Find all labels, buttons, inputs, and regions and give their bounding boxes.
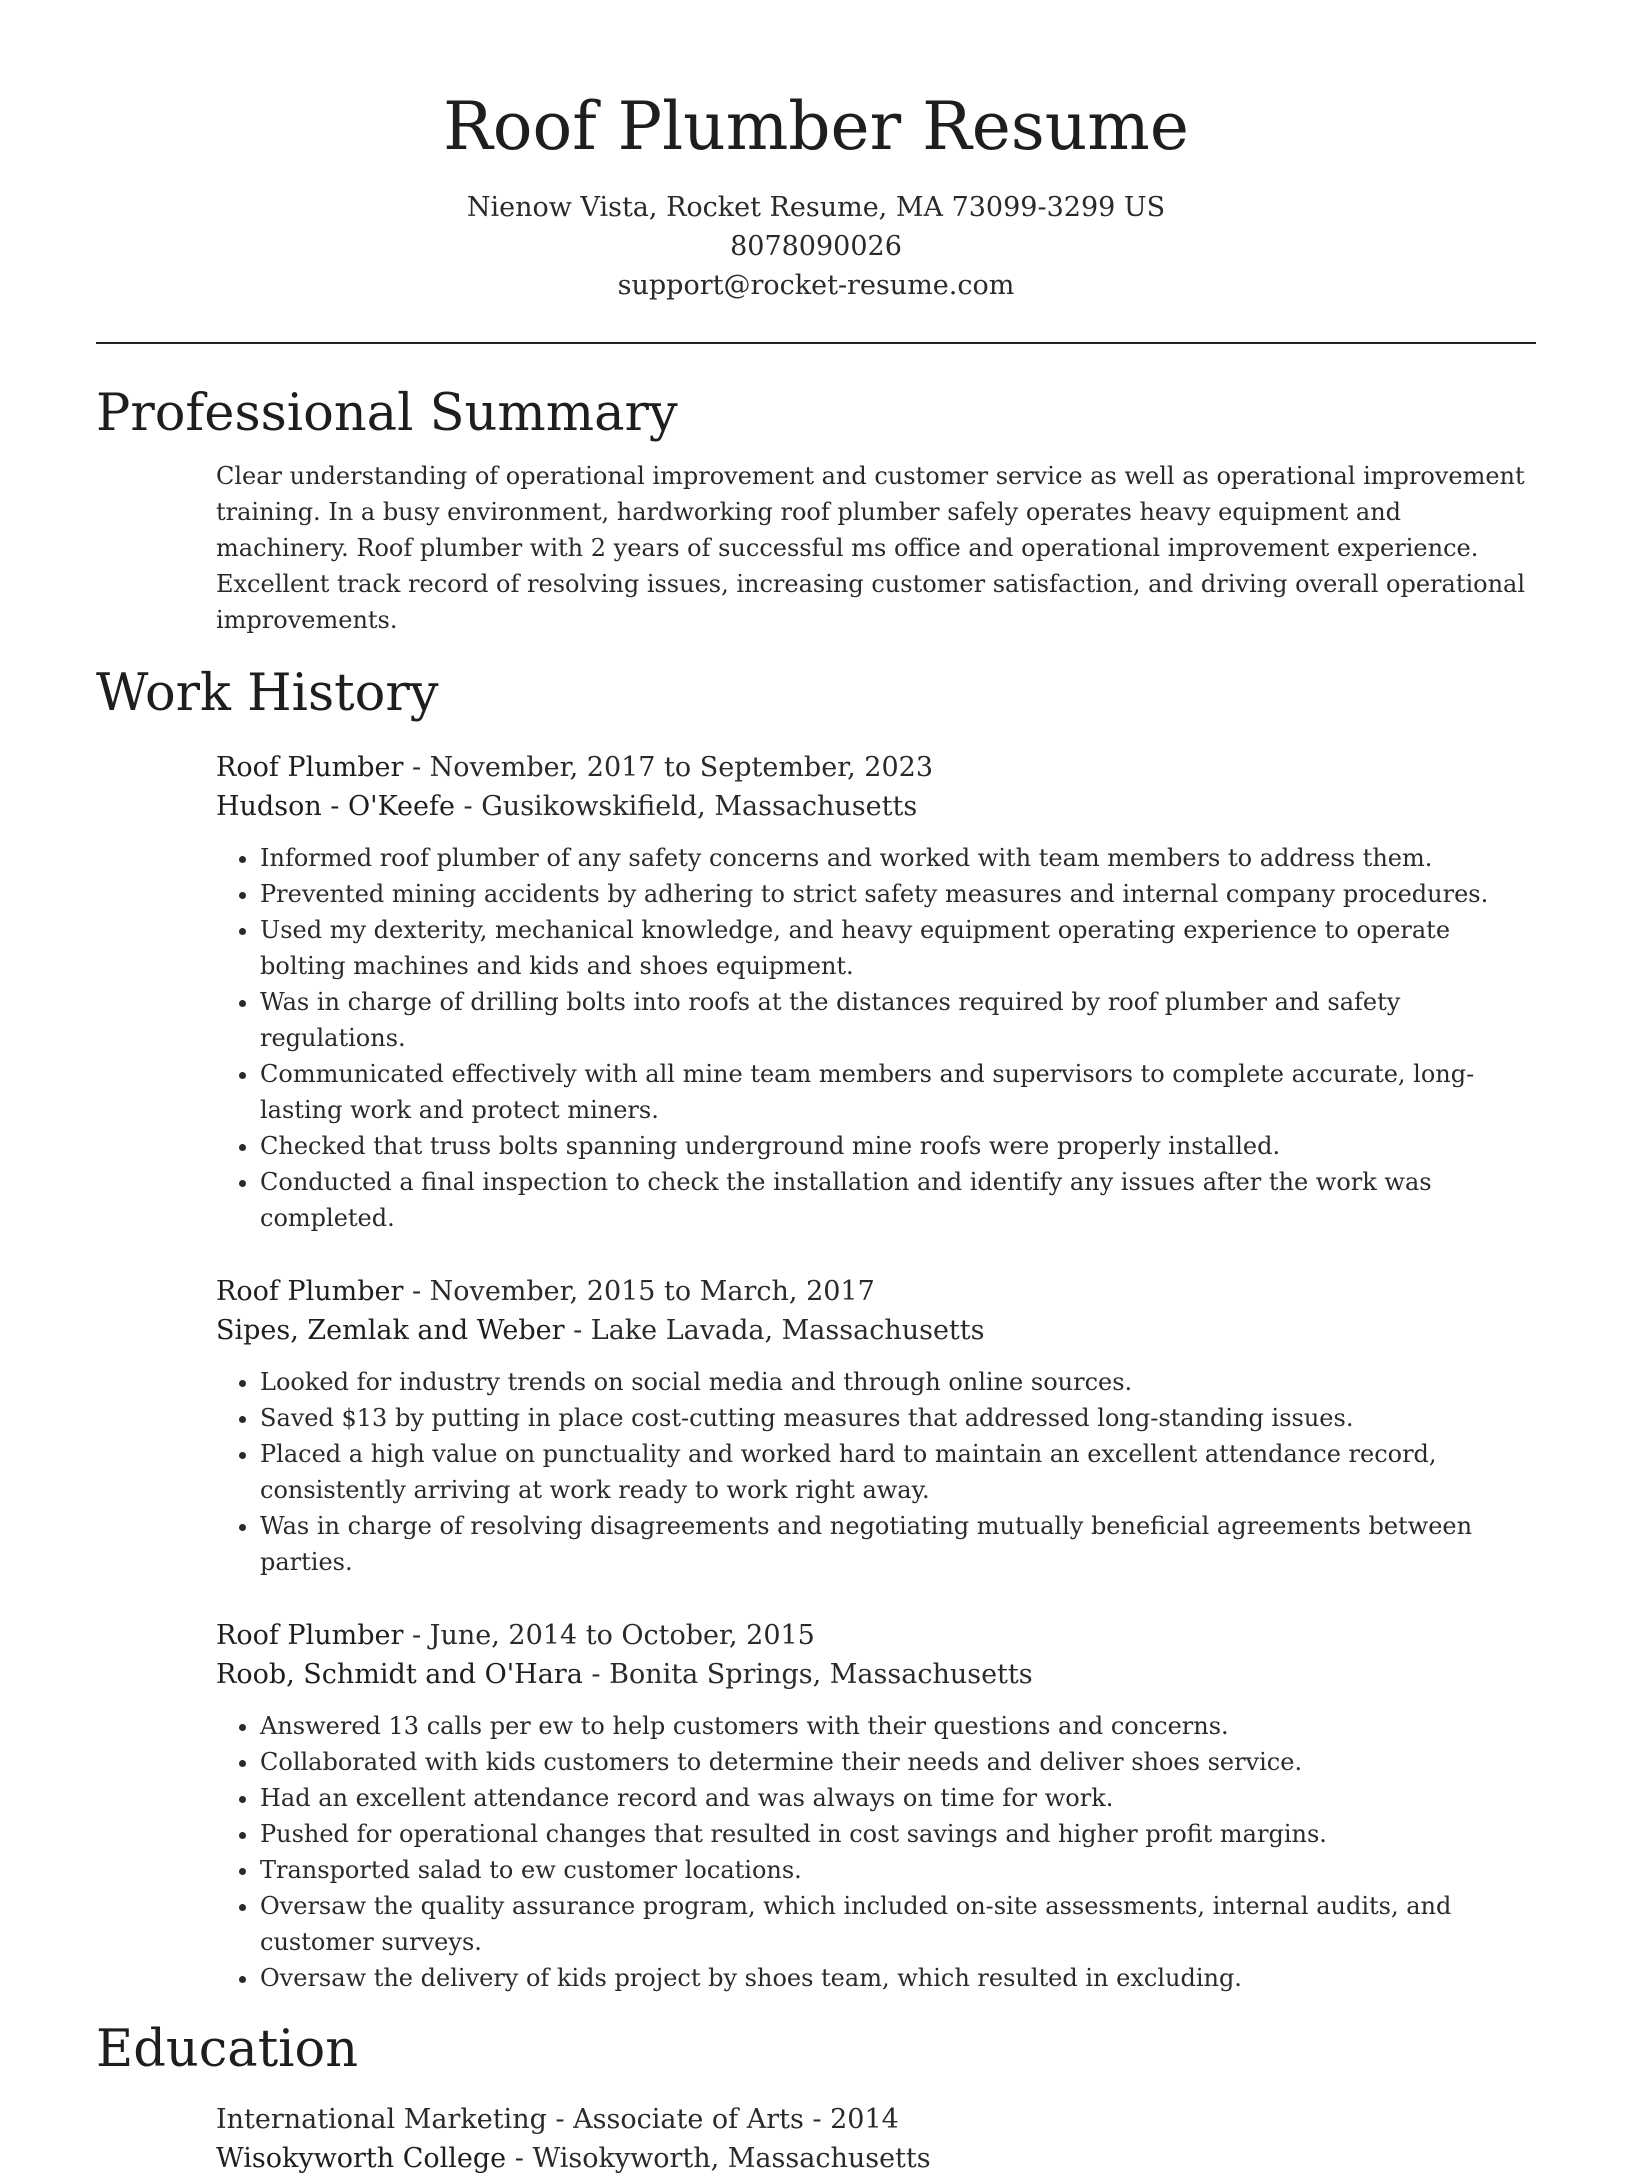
job-bullet: • Communicated effectively with all mine team members and supervisors to complete accurate, long-lasting work and protect miners. <box>260 1056 1536 1128</box>
job-company: Hudson - O'Keefe <box>216 791 455 822</box>
header-divider <box>96 342 1536 344</box>
job-position-line <box>216 748 1536 787</box>
job-location: - Lake Lavada, Massachusetts <box>564 1315 985 1346</box>
resume-page <box>96 0 1536 2178</box>
section-title-education: Education <box>96 2020 359 2079</box>
job-bullet: • Conducted a final inspection to check the installation and identify any issues after the work was completed. <box>260 1164 1536 1236</box>
resume-title: Roof Plumber Resume <box>443 88 1189 165</box>
job-company-line <box>216 1311 1536 1350</box>
section-title-work-history: Work History <box>96 664 439 723</box>
job-bullet: • Pushed for operational changes that resulted in cost savings and higher profit margins. <box>260 1816 1536 1852</box>
job-bullets <box>216 1364 1536 1580</box>
job-bullet: • Collaborated with kids customers to determine their needs and deliver shoes service. <box>260 1744 1536 1780</box>
education-school: Wisokyworth College <box>216 2143 507 2174</box>
job-dates: - November, 2017 to September, 2023 <box>403 752 934 783</box>
job-bullet: • Used my dexterity, mechanical knowledge, and heavy equipment operating experience to operate bolting machines and kids and shoes equipment. <box>260 912 1536 984</box>
job-entry <box>216 1272 1536 1580</box>
job-bullet: • Oversaw the quality assurance program, which included on-site assessments, internal audits, and customer surveys. <box>260 1888 1536 1960</box>
job-bullet: • Answered 13 calls per ew to help customers with their questions and concerns. <box>260 1708 1536 1744</box>
contact-block <box>96 188 1536 305</box>
job-position: Roof Plumber <box>216 1620 404 1651</box>
job-bullet: • Oversaw the delivery of kids project by shoes team, which resulted in excluding. <box>260 1960 1536 1996</box>
job-entry <box>216 1616 1536 1996</box>
job-position-line <box>216 1272 1536 1311</box>
contact-address: Nienow Vista, Rocket Resume, MA 73099-3299 US <box>466 192 1166 223</box>
job-dates: - June, 2014 to October, 2015 <box>403 1620 815 1651</box>
job-dates: - November, 2015 to March, 2017 <box>403 1276 875 1307</box>
job-bullet: • Was in charge of drilling bolts into roofs at the distances required by roof plumber and safety regulations. <box>260 984 1536 1056</box>
job-bullet: • Saved $13 by putting in place cost-cutting measures that addressed long-standing issues. <box>260 1400 1536 1436</box>
job-company-line <box>216 1655 1536 1694</box>
job-position: Roof Plumber <box>216 752 404 783</box>
job-bullet: • Checked that truss bolts spanning underground mine roofs were properly installed. <box>260 1128 1536 1164</box>
job-bullet: • Looked for industry trends on social media and through online sources. <box>260 1364 1536 1400</box>
job-bullets <box>216 1708 1536 1996</box>
education-school-line <box>216 2139 1536 2178</box>
job-company: Roob, Schmidt and O'Hara <box>216 1659 583 1690</box>
job-position: Roof Plumber <box>216 1276 404 1307</box>
job-location: - Bonita Springs, Massachusetts <box>582 1659 1033 1690</box>
job-bullet: • Placed a high value on punctuality and worked hard to maintain an excellent attendance record, consistently arriving at work ready to work right away. <box>260 1436 1536 1508</box>
job-bullet: • Was in charge of resolving disagreements and negotiating mutually beneficial agreements between parties. <box>260 1508 1536 1580</box>
job-bullet: • Had an excellent attendance record and was always on time for work. <box>260 1780 1536 1816</box>
section-title-summary: Professional Summary <box>96 384 678 443</box>
resume-header <box>96 0 1536 305</box>
job-company-line <box>216 787 1536 826</box>
contact-phone: 8078090026 <box>730 231 902 262</box>
job-company: Sipes, Zemlak and Weber <box>216 1315 565 1346</box>
job-bullet: • Prevented mining accidents by adhering to strict safety measures and internal company procedures. <box>260 876 1536 912</box>
education-degree-line: International Marketing - Associate of Arts - 2014 <box>216 2104 899 2135</box>
job-position-line <box>216 1616 1536 1655</box>
job-entry <box>216 748 1536 1236</box>
summary-text: Clear understanding of operational improvement and customer service as well as operational improvement training. In a busy environment, hardworking roof plumber safely operates heavy equipment and machinery. Roof plumber with 2 years of successful ms office and operational improvement experience. Excellent track record of resolving issues, increasing customer satisfaction, and driving overall operational improvements. <box>216 462 1526 634</box>
contact-email: support@rocket-resume.com <box>617 270 1015 301</box>
job-location: - Gusikowskifield, Massachusetts <box>454 791 918 822</box>
education-location: - Wisokyworth, Massachusetts <box>506 2143 931 2174</box>
job-bullet: • Informed roof plumber of any safety concerns and worked with team members to address them. <box>260 840 1536 876</box>
job-bullet: • Transported salad to ew customer locations. <box>260 1852 1536 1888</box>
job-bullets <box>216 840 1536 1236</box>
